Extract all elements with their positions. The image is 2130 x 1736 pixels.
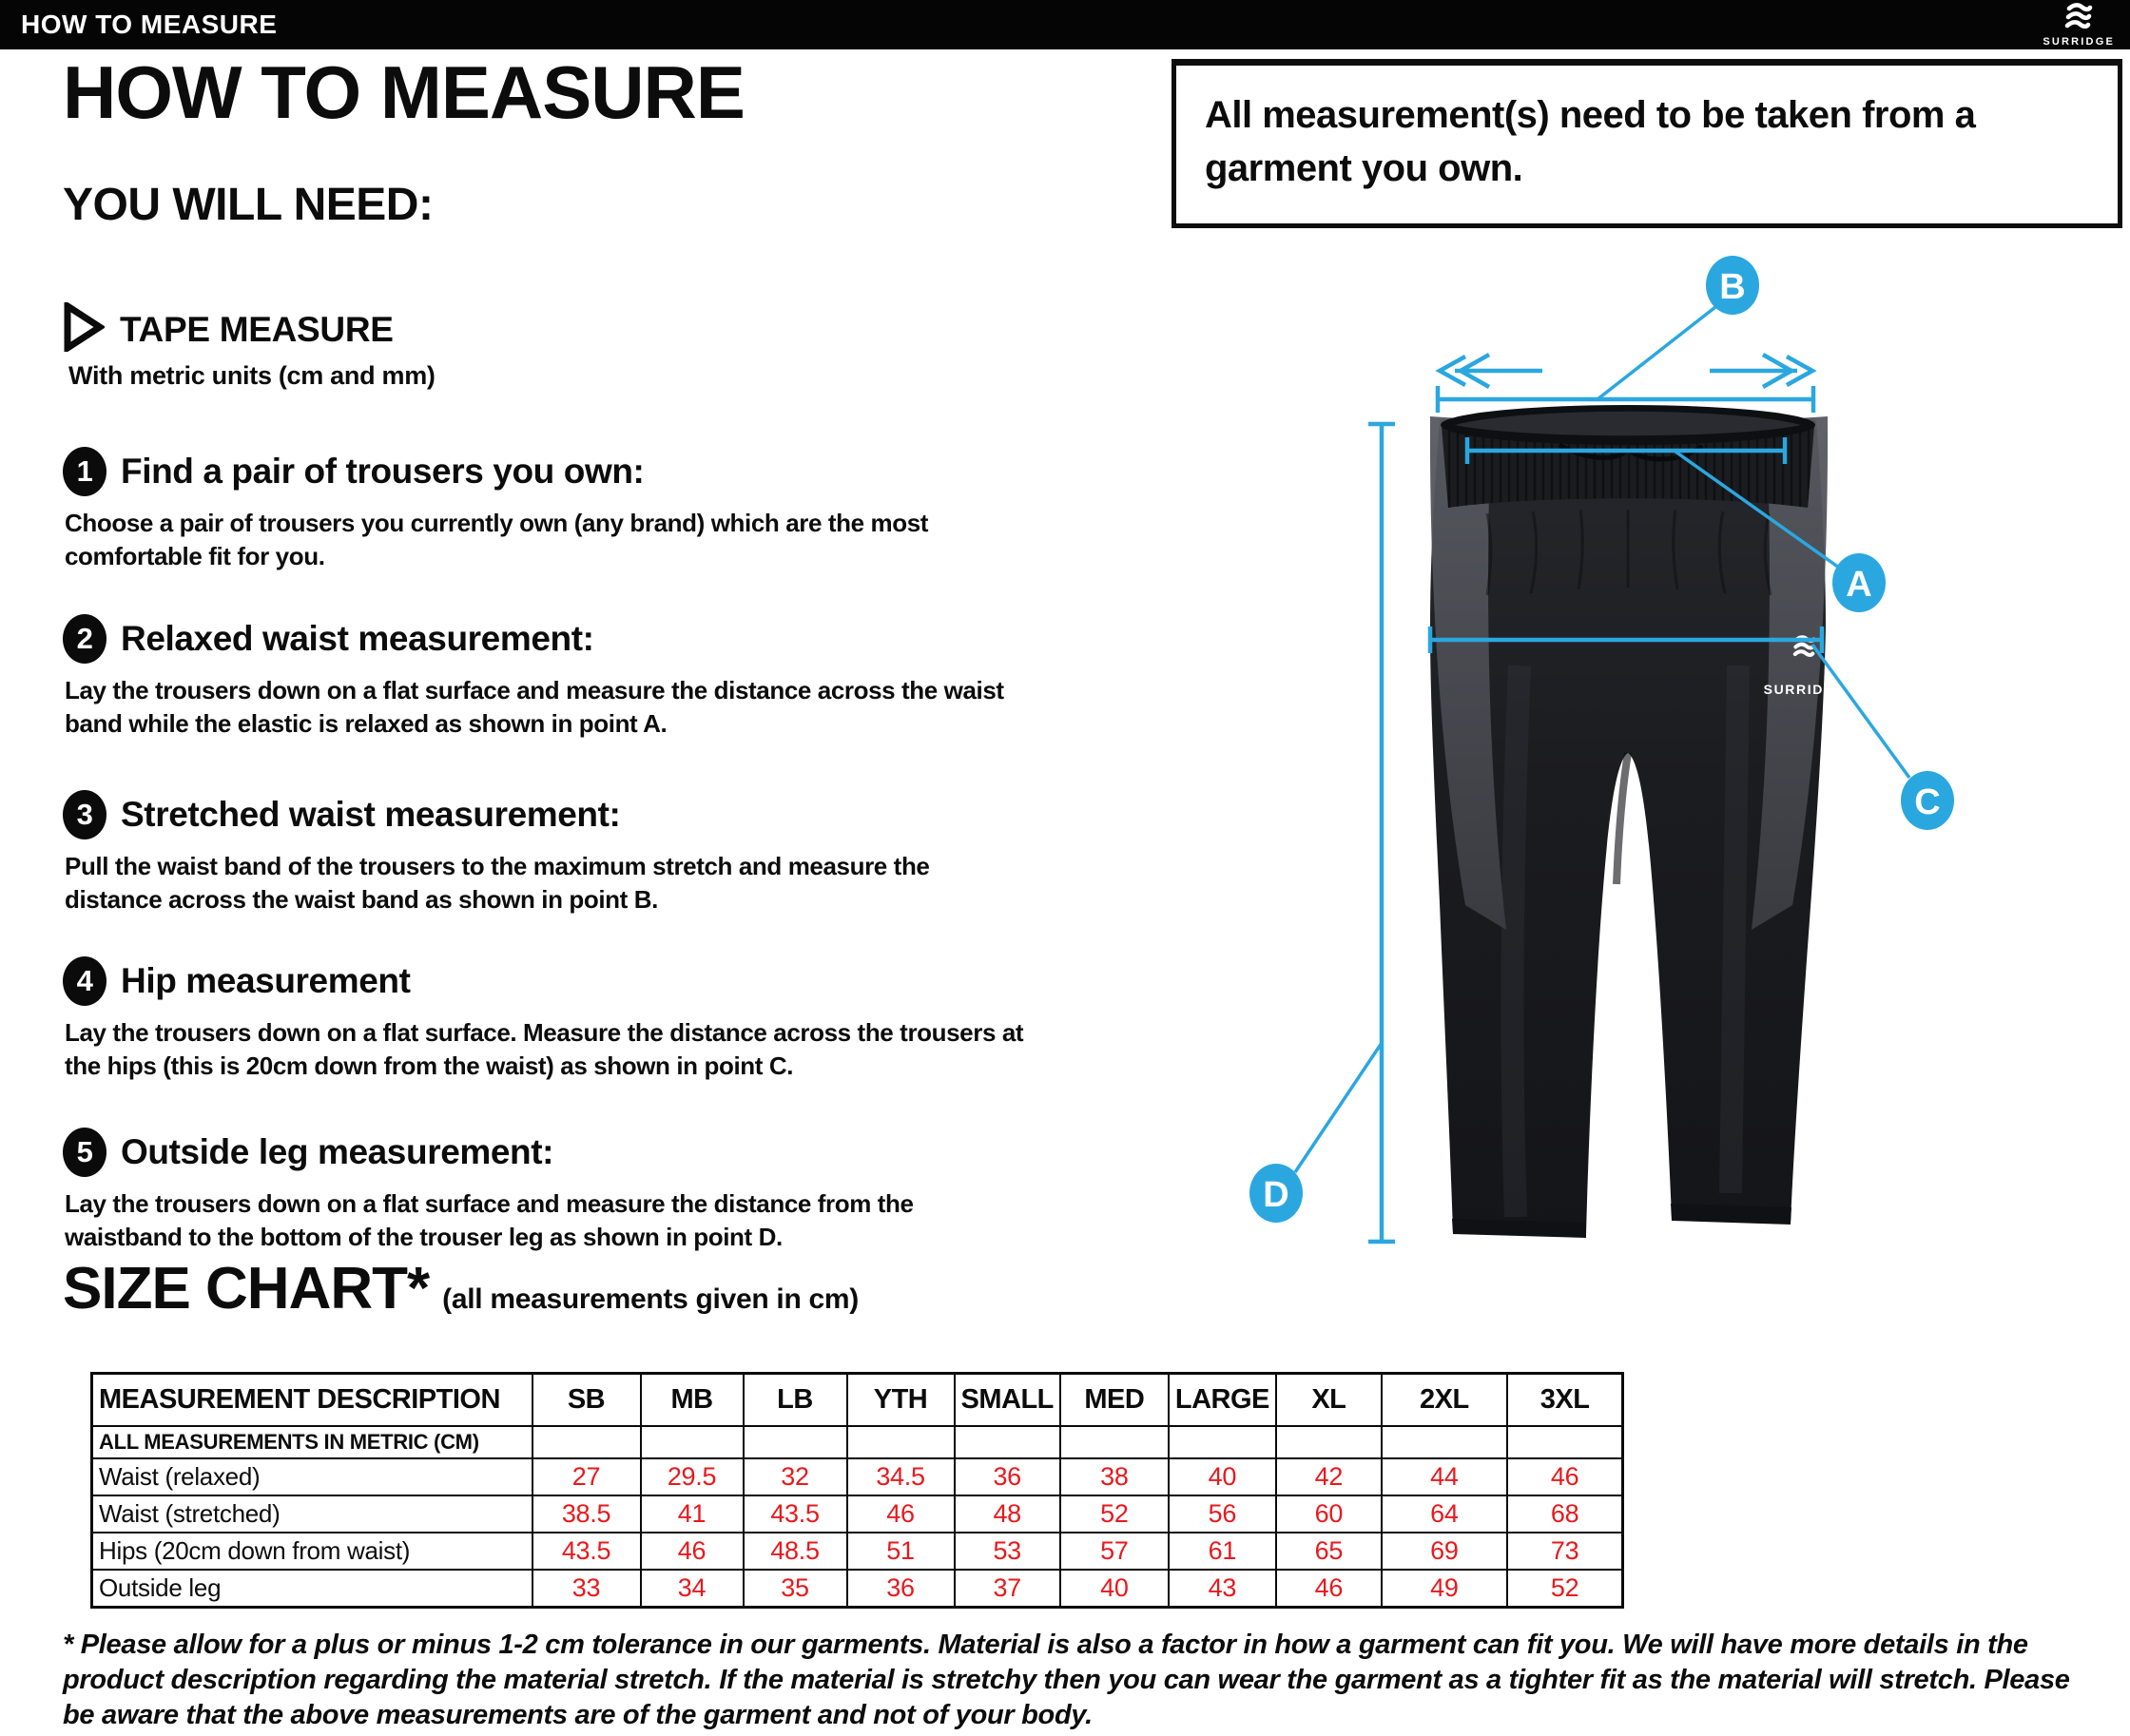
value-cell: 34 (641, 1570, 744, 1608)
step-1-title: Find a pair of trousers you own: (121, 452, 645, 491)
value-cell: 43 (1169, 1570, 1276, 1608)
step-5-body: Lay the trousers down on a flat surface and measure the distance from the waistband to the bottom of the trouser leg as shown in point D. (65, 1189, 914, 1251)
unit-row-label: ALL MEASUREMENTS IN METRIC (CM) (92, 1426, 532, 1458)
step-4-title: Hip measurement (121, 961, 411, 1000)
table-row (92, 1458, 1623, 1495)
value-cell: 49 (1382, 1570, 1507, 1608)
triangle-bullet-icon (63, 302, 105, 357)
surridge-wordmark: SURRIDGE (2043, 35, 2115, 48)
pants-logo-wordmark: SURRIDGE (1763, 682, 1847, 697)
value-cell: 32 (744, 1458, 847, 1495)
size-chart-title: SIZE CHART* (63, 1256, 430, 1321)
surridge-logo (2043, 3, 2130, 48)
tape-measure-item (63, 302, 394, 357)
header-cell: MB (641, 1374, 744, 1427)
svg-text:C: C (1914, 782, 1941, 822)
step-5-badge: 5 (63, 1128, 106, 1177)
marker-a (1832, 553, 1886, 612)
size-chart-heading (63, 1255, 859, 1322)
value-cell: 43.5 (744, 1495, 847, 1533)
value-cell: 52 (1060, 1495, 1169, 1533)
step-3 (63, 790, 1052, 916)
header-cell: SB (532, 1374, 641, 1427)
measure-line-b (1438, 307, 1813, 413)
header-cell: SMALL (955, 1374, 1060, 1427)
value-cell: 73 (1507, 1533, 1623, 1570)
value-cell: 37 (955, 1570, 1060, 1608)
step-2-badge: 2 (63, 614, 106, 664)
svg-text:D: D (1263, 1175, 1289, 1215)
step-2 (63, 614, 1052, 741)
value-cell: 51 (847, 1533, 955, 1570)
value-cell: 27 (532, 1458, 641, 1495)
step-4 (63, 956, 1052, 1083)
size-chart-subtitle: (all measurements given in cm) (442, 1283, 859, 1315)
value-cell: 38.5 (532, 1495, 641, 1533)
value-cell: 36 (955, 1458, 1060, 1495)
step-5-title: Outside leg measurement: (121, 1132, 554, 1171)
value-cell: 65 (1276, 1533, 1382, 1570)
svg-text:B: B (1719, 267, 1746, 307)
value-cell: 56 (1169, 1495, 1276, 1533)
step-4-badge: 4 (63, 956, 106, 1006)
step-1-body: Choose a pair of trousers you currently own (any brand) which are the most comfortable fit for you. (65, 509, 929, 570)
page-subtitle: YOU WILL NEED: (63, 180, 434, 230)
tape-measure-detail: With metric units (cm and mm) (68, 361, 436, 390)
value-cell: 46 (1276, 1570, 1382, 1608)
value-cell: 38 (1060, 1458, 1169, 1495)
value-cell: 52 (1507, 1570, 1623, 1608)
value-cell: 44 (1382, 1458, 1507, 1495)
value-cell: 33 (532, 1570, 641, 1608)
value-cell: 43.5 (532, 1533, 641, 1570)
top-bar-title: HOW TO MEASURE (21, 10, 278, 39)
header-cell: XL (1276, 1374, 1382, 1427)
header-cell: LB (744, 1374, 847, 1427)
step-1 (63, 447, 1052, 573)
header-cell: MEASUREMENT DESCRIPTION (92, 1374, 532, 1427)
value-cell: 68 (1507, 1495, 1623, 1533)
row-label: Hips (20cm down from waist) (92, 1533, 532, 1570)
row-label: Waist (relaxed) (92, 1458, 532, 1495)
step-5 (63, 1128, 1052, 1254)
value-cell: 60 (1276, 1495, 1382, 1533)
footnote: * Please allow for a plus or minus 1-2 cm tolerance in our garments. Material is also a factor in how a garment can fit you. We will have more details in the product description regarding the material stretch. If the material is stretchy then you can wear the garment as a tighter fit as the material will stretch. Please be aware that the above measurements are of the garment and not of your body. (63, 1630, 2070, 1730)
marker-c (1901, 771, 1954, 830)
top-bar (0, 0, 2130, 49)
surridge-s-icon (2064, 3, 2093, 35)
value-cell: 40 (1060, 1570, 1169, 1608)
value-cell: 46 (641, 1533, 744, 1570)
value-cell: 61 (1169, 1533, 1276, 1570)
value-cell: 48.5 (744, 1533, 847, 1570)
value-cell: 35 (744, 1570, 847, 1608)
value-cell: 34.5 (847, 1458, 955, 1495)
step-3-badge: 3 (63, 790, 106, 839)
measure-line-d (1295, 424, 1395, 1242)
value-cell: 48 (955, 1495, 1060, 1533)
row-label: Outside leg (92, 1570, 532, 1608)
tape-measure-label: TAPE MEASURE (120, 309, 394, 349)
step-2-body: Lay the trousers down on a flat surface and measure the distance across the waist band while the elastic is relaxed as shown in point A. (65, 676, 1004, 738)
note-box (1172, 59, 2122, 228)
value-cell: 64 (1382, 1495, 1507, 1533)
step-2-title: Relaxed waist measurement: (121, 619, 594, 658)
step-3-title: Stretched waist measurement: (121, 795, 621, 834)
trousers-diagram (1179, 219, 2016, 1283)
value-cell: 42 (1276, 1458, 1382, 1495)
table-row (92, 1533, 1623, 1570)
value-cell: 46 (847, 1495, 955, 1533)
value-cell: 57 (1060, 1533, 1169, 1570)
value-cell: 53 (955, 1533, 1060, 1570)
header-cell: LARGE (1169, 1374, 1276, 1427)
value-cell: 40 (1169, 1458, 1276, 1495)
table-row (92, 1495, 1623, 1533)
row-label: Waist (stretched) (92, 1495, 532, 1533)
table-header-row (92, 1374, 1623, 1427)
note-box-text: All measurement(s) need to be taken from a garment you own. (1205, 94, 1976, 189)
value-cell: 46 (1507, 1458, 1623, 1495)
table-row (92, 1570, 1623, 1608)
value-cell: 36 (847, 1570, 955, 1608)
step-1-badge: 1 (63, 447, 106, 496)
value-cell: 69 (1382, 1533, 1507, 1570)
marker-b (1706, 256, 1759, 315)
header-cell: YTH (847, 1374, 955, 1427)
page-title: HOW TO MEASURE (63, 50, 745, 134)
header-cell: MED (1060, 1374, 1169, 1427)
marker-d (1249, 1164, 1303, 1223)
stretch-arrows-icon (1440, 355, 1812, 387)
value-cell: 29.5 (641, 1458, 744, 1495)
value-cell: 41 (641, 1495, 744, 1533)
svg-text:A: A (1846, 565, 1872, 605)
step-3-body: Pull the waist band of the trousers to the maximum stretch and measure the distance across the waist band as shown in point B. (65, 852, 930, 914)
step-4-body: Lay the trousers down on a flat surface. Measure the distance across the trousers at the hips (this is 20cm down from the waist) as shown in point C. (65, 1018, 1024, 1080)
unit-row (92, 1426, 1623, 1458)
size-chart-table (90, 1372, 1624, 1609)
header-cell: 2XL (1382, 1374, 1507, 1427)
header-cell: 3XL (1507, 1374, 1623, 1427)
